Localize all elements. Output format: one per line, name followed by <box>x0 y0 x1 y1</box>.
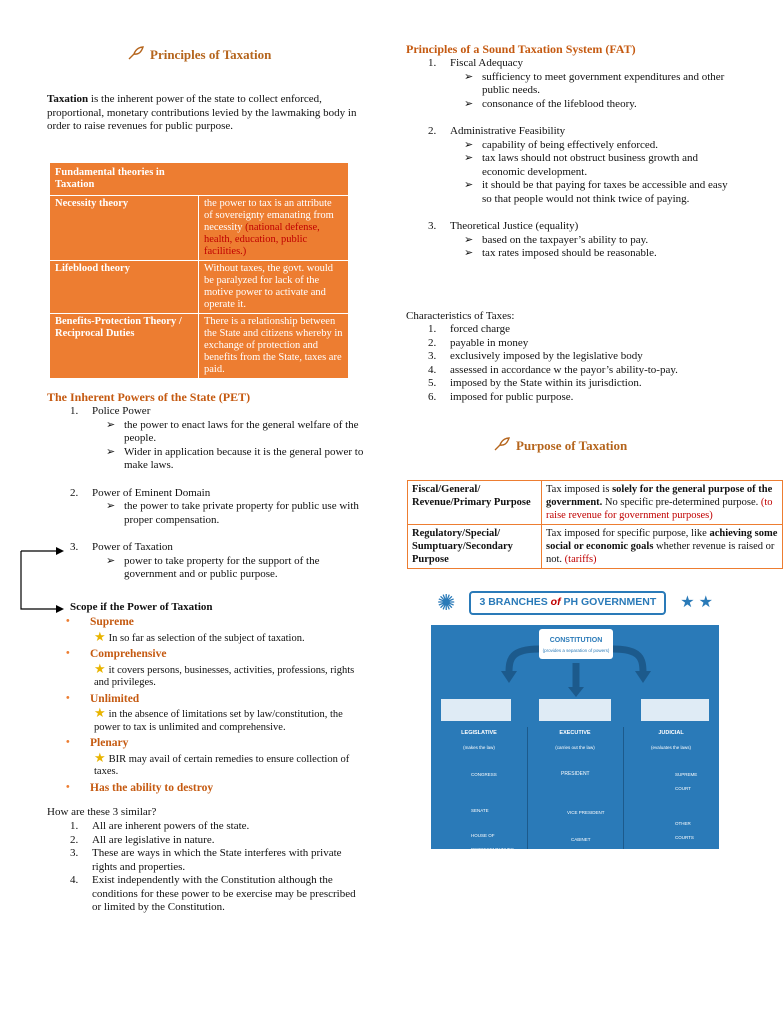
list-item: 1. forced charge <box>428 323 510 335</box>
fundamental-theories-table <box>49 162 349 379</box>
branch-item: HOUSE OF REPRESENTATIVES <box>471 833 514 852</box>
list-item: ➢ tax rates imposed should be reasonable. <box>464 247 657 259</box>
branch-item: SENATE <box>471 807 489 813</box>
branch-name: EXECUTIVE <box>559 730 591 736</box>
list-item: ➢ the power to take private property for public use with proper compensation. <box>106 500 359 526</box>
principles-title: Principles of Taxation <box>128 46 271 63</box>
star-icon: ★ <box>94 705 106 720</box>
branch-sub: (evaluates the laws) <box>650 744 692 750</box>
table-row <box>50 196 349 261</box>
govt-title: 3 BRANCHES of PH GOVERNMENT <box>469 591 666 615</box>
inherent-powers-title: The Inherent Powers of the State (PET) <box>47 390 251 404</box>
table-header: Fundamental theories in Taxation <box>55 167 165 190</box>
branch-item: PRESIDENT <box>561 771 590 777</box>
constitution-sub: (provides a separation of powers) <box>542 647 610 653</box>
list-item: 5. imposed by the State within its jurisdiction. <box>428 377 642 389</box>
bracket-arrow-icon <box>16 545 72 615</box>
fat-list <box>428 57 728 261</box>
govt-infographic <box>431 585 719 852</box>
govt-panel <box>431 625 719 852</box>
list-item: ➢ the power to enact laws for the general welfare of the people. <box>106 418 359 444</box>
purpose-label: Regulatory/Special/ Sumptuary/Secondary Purpose <box>408 525 542 569</box>
scope-item: • Supreme <box>66 616 134 628</box>
star-icon: ★ <box>94 660 106 676</box>
characteristics-title: Characteristics of Taxes: <box>406 310 515 322</box>
list-item: ➢ capability of being effectively enforced. <box>464 138 659 151</box>
list-item: ➢ Wider in application because it is the general power to make laws. <box>106 445 364 471</box>
branch-name: JUDICIAL <box>658 730 684 736</box>
table-row <box>408 481 783 525</box>
list-item: ➢ based on the taxpayer’s ability to pay. <box>464 233 649 246</box>
scope-title: Scope if the Power of Taxation <box>70 601 213 613</box>
star-icon: ★ <box>94 628 106 644</box>
list-item: 6. imposed for public purpose. <box>428 390 574 403</box>
power-item: 3. Power of Taxation <box>70 541 173 553</box>
scope-item: • Has the ability to destroy <box>66 781 214 794</box>
scope-desc: ★ BIR may avail of certain remedies to ensure collection of taxes. <box>94 749 350 777</box>
power-item: 2. Power of Eminent Domain <box>70 486 211 499</box>
purpose-label: Fiscal/General/ Revenue/Primary Purpose <box>408 481 542 525</box>
list-item: 4. assessed in accordance w the payor’s ability-to-pay. <box>428 363 678 376</box>
taxation-definition: Taxation is the inherent power of the state to collect enforced, proportional, monetary contributions levied by the lawmaking body in order to raise revenues for public purpose. <box>47 93 357 132</box>
characteristics-list <box>428 323 748 404</box>
branch-item: VICE PRESIDENT <box>567 809 605 815</box>
table-row <box>50 314 349 379</box>
scope-item: • Plenary <box>66 737 129 749</box>
branch-legislative <box>431 727 528 852</box>
branch-arrows-icon <box>431 625 719 725</box>
purpose-table <box>407 480 783 569</box>
list-item: ➢ power to take property for the support of the government and or public purpose. <box>106 554 320 580</box>
list-item: ➢ sufficiency to meet government expenditures and other public needs. <box>464 70 725 96</box>
scope-item: • Unlimited <box>66 692 140 705</box>
list-item: ➢ tax laws should not obstruct business growth and economic development. <box>464 152 699 178</box>
scope-desc: ★ it covers persons, businesses, activities, professions, rights and privileges. <box>94 660 355 688</box>
purpose-desc: Tax imposed is solely for the general purpose of the government. No specific pre-determined purpose. (to raise revenue for government purposes) <box>542 481 783 525</box>
purpose-title: Purpose of Taxation <box>494 437 627 454</box>
branch-item: SUPREME COURT <box>675 772 698 791</box>
feather-pen-icon <box>128 46 144 63</box>
star-icon: ★ <box>94 749 106 765</box>
stars-icon: ★ ★ <box>680 594 713 612</box>
table-header-row <box>50 163 349 196</box>
list-item: 2. payable in money <box>428 336 529 349</box>
scope-list <box>66 616 360 794</box>
similar-question: How are these 3 similar? <box>47 806 157 818</box>
fat-item: 2. Administrative Feasibility <box>428 125 566 137</box>
list-item: 1. All are inherent powers of the state. <box>70 820 250 832</box>
branch-item: CABINET <box>571 837 591 842</box>
branch-sub: (carries out the law) <box>555 744 595 750</box>
scope-item: • Comprehensive <box>66 648 167 660</box>
table-row <box>408 525 783 569</box>
fat-item: 1. Fiscal Adequacy <box>428 57 524 69</box>
branch-executive <box>527 727 624 849</box>
branch-sub: (makes the law) <box>463 744 495 750</box>
fat-title: Principles of a Sound Taxation System (FAT) <box>406 42 636 56</box>
scope-desc: ★ in the absence of limitations set by law/constitution, the power to tax is unlimited and comprehensive. <box>94 705 343 733</box>
purpose-desc: Tax imposed for specific purpose, like achieving some social or economic goals whether revenue is raised or not. (tariffs) <box>542 525 783 569</box>
theory-name: Lifeblood theory <box>50 261 199 314</box>
theory-desc: the power to tax is an attribute of sovereignty emanating from necessity (national defense, health, education, public facilities.) <box>199 196 349 261</box>
scope-desc: ★ In so far as selection of the subject of taxation. <box>94 628 305 644</box>
branch-item: CONGRESS <box>471 772 497 777</box>
list-item: 3. These are ways in which the State interferes with private rights and properties. <box>70 847 342 873</box>
sun-icon: ✺ <box>437 590 456 616</box>
list-item: 3. exclusively imposed by the legislative body <box>428 350 643 362</box>
list-item: ➢ consonance of the lifeblood theory. <box>464 97 637 110</box>
theory-name: Benefits-Protection Theory / Reciprocal Duties <box>50 314 199 379</box>
fat-item: 3. Theoretical Justice (equality) <box>428 220 579 232</box>
constitution-label: CONSTITUTION <box>549 637 603 644</box>
theory-desc: Without taxes, the govt. would be paralyzed for lack of the motive power to activate and operate it. <box>199 261 349 314</box>
branch-item: OTHER COURTS <box>675 821 694 840</box>
govt-banner <box>431 585 719 621</box>
theory-desc: There is a relationship between the State and citizens whereby in exchange of protection and benefits from the State, taxes are paid. <box>199 314 349 379</box>
table-row <box>50 261 349 314</box>
theory-name: Necessity theory <box>50 196 199 261</box>
list-item: 4. Exist independently with the Constitution although the conditions for these power to be exercise may be prescribed or limited by the Constitution. <box>70 874 356 913</box>
similar-list <box>70 820 360 915</box>
power-item: 1. Police Power <box>70 405 151 417</box>
inherent-powers-list <box>70 405 370 582</box>
branch-name: LEGISLATIVE <box>461 730 497 736</box>
branch-judicial <box>623 727 719 849</box>
list-item: 2. All are legislative in nature. <box>70 833 215 846</box>
feather-pen-icon <box>494 437 510 454</box>
list-item: ➢ it should be that paying for taxes be accessible and easy so that people would not think twice of paying. <box>464 179 728 205</box>
